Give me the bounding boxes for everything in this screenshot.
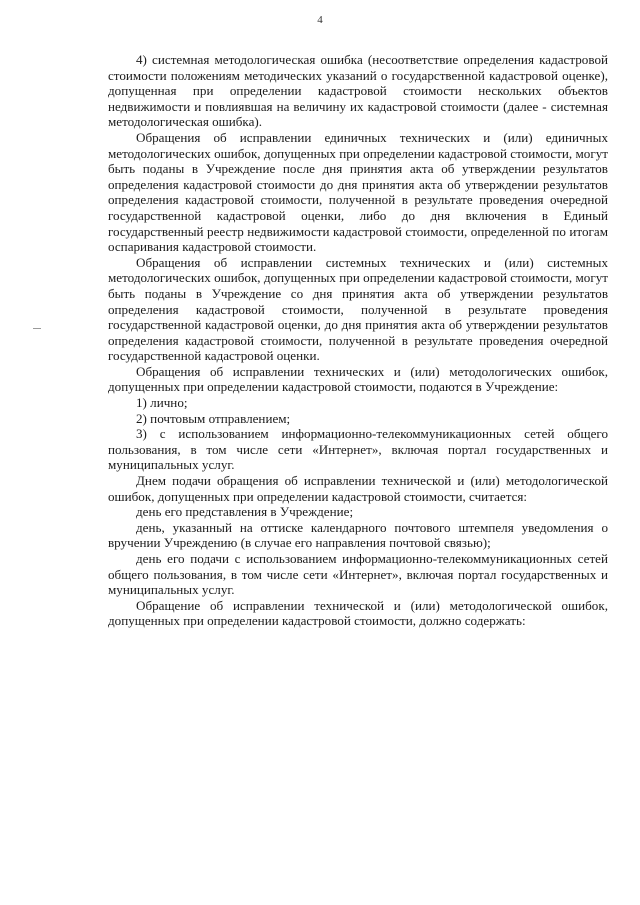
paragraph-content-requirements: Обращение об исправлении технической и (или) методологической ошибок, допущенных при определении кадастровой стоимости, должно содержать: <box>108 597 608 629</box>
document-body <box>108 52 608 629</box>
paragraph-systemic-method-error: 4) системная методологическая ошибка (несоответствие определения кадастровой стоимости положениям методических указаний о государственной кадастровой оценке), допущенная при определении кадастровой стоимости нескольких объектов недвижимости и повлиявшая на величину их кадастровой стоимости (далее - системная методологическая ошибка). <box>108 52 608 130</box>
paragraph-day-internet: день его подачи с использованием информационно-телекоммуникационных сетей общего пользования, в том числе сети «Интернет», включая портал государственных и муниципальных услуг. <box>108 551 608 598</box>
paragraph-method-in-person: 1) лично; <box>136 395 188 411</box>
paragraph-method-internet: 3) с использованием информационно-телекоммуникационных сетей общего пользования, в том числе сети «Интернет», включая портал государственных и муниципальных услуг. <box>108 426 608 473</box>
paragraph-day-post: день, указанный на оттиске календарного почтового штемпеля уведомления о вручении Учреждению (в случае его направления почтовой связью); <box>108 519 608 551</box>
paragraph-systemic-errors-deadline: Обращения об исправлении системных технических и (или) системных методологических ошибок, допущенных при определении кадастровой стоимости, могут быть поданы в Учреждение со дня принятия акта об утверждении результатов определения кадастровой стоимости, полученной в результате проведения государственной кадастровой оценки, до дня принятия акта об утверждении результатов определения кадастровой стоимости, полученной в результате проведения очередной государственной кадастровой оценки. <box>108 254 608 364</box>
paragraph-method-post: 2) почтовым отправлением; <box>136 410 291 426</box>
paragraph-single-errors-deadline: Обращения об исправлении единичных технических и (или) единичных методологических ошибок, допущенных при определении кадастровой стоимости, могут быть поданы в Учреждение после дня принятия акта об утверждении результатов определения кадастровой стоимости до дня принятия акта об утверждении результатов определения кадастровой стоимости, полученной в результате проведения очередной государственной кадастровой оценки, либо до дня включения в Единый государственный реестр недвижимости кадастровой стоимости, определенной по итогам оспаривания кадастровой стоимости. <box>108 129 608 255</box>
margin-mark <box>33 328 41 329</box>
paragraph-submission-day-intro: Днем подачи обращения об исправлении технической и (или) методологической ошибок, допущенных при определении кадастровой стоимости, считается: <box>108 473 608 504</box>
paragraph-day-in-person: день его представления в Учреждение; <box>136 504 354 520</box>
page-number: 4 <box>317 14 323 26</box>
paragraph-submission-methods-intro: Обращения об исправлении технических и (или) методологических ошибок, допущенных при определении кадастровой стоимости, подаются в Учреждение: <box>108 363 608 395</box>
